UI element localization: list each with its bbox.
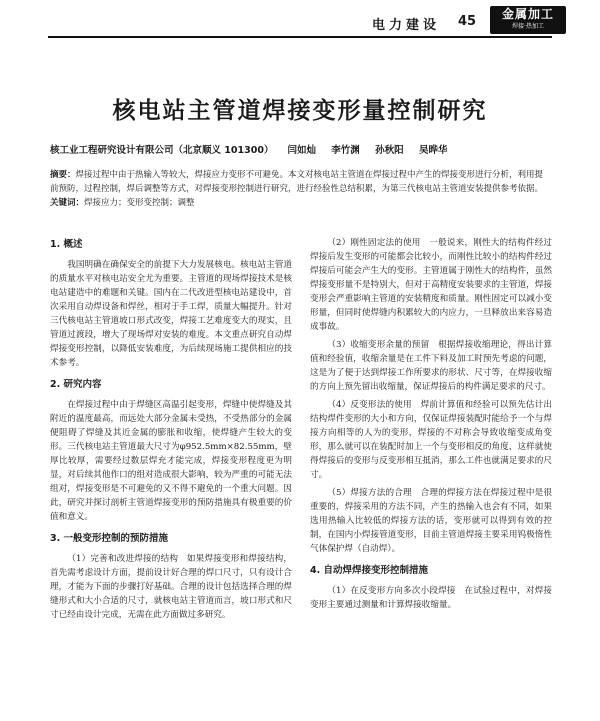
right-column [310, 236, 552, 616]
author-name: 李竹渊 [331, 145, 360, 156]
paragraph: （3）收缩变形余量的预留 根据焊接收缩理论，得出计算值和经验值，收缩余量是在工件下料及加工时预先考虑的问题，这是为了便于达到焊接工作所要求的形状、尺寸等，在焊接收缩的方向上预先留出收缩量，保证焊接后的构件满足要求的尺寸。 [310, 340, 552, 392]
abstract-label: 摘要： [50, 170, 76, 180]
affiliation: 核工业工程研究设计有限公司（北京顺义 101300） [50, 145, 274, 156]
author-name: 吴晔华 [418, 145, 448, 156]
keywords-text: 焊接应力；变形变控制；调整 [84, 198, 195, 208]
section-heading: 1. 概述 [50, 239, 83, 250]
keywords-label: 关键词： [50, 198, 85, 208]
author-name: 闫如灿 [287, 145, 316, 156]
paragraph: （4）反变形法的使用 焊前计算值和经验可以预先估计出结构焊件变形的大小和方向，仅保证焊接装配时能给予一个与焊接方向相等的人为的变形，焊接的不对称会导致收缩变成角变形，那么就可以在装配时加上一个与变形相反的角度，这样就使得焊接后的变形与反变形相互抵消，那么工件也就满足要求的尺寸。 [310, 400, 552, 480]
logo-title: 金属加工 [501, 7, 554, 21]
author-name: 孙秋阳 [375, 145, 404, 156]
paragraph: （1）完善和改进焊接的结构 如果焊接变形和焊接结构，首先需考虑设计方面，提前设计好合理的焊口尺寸，只有设计合理，才能为下面的步骤打好基础。合理的设计包括选择合理的焊缝形式和大小合适的尺寸，就核电站主管道而言，坡口形式和尺寸已经由设计完成，无需在此方面做过多研究。 [50, 554, 292, 620]
journal-logo [490, 6, 566, 34]
page-header [0, 0, 600, 40]
abstract-text: 焊接过程中由于热输入等较大，焊接应力变形不可避免。本文对核电站主管道在焊接过程中产生的焊接变形进行分析，利用提前预防，过程控制，焊后调整等方式，对焊接变形控制进行研究，进行经验性总结积累，为第三代核电站主管道安装提供参考依据。 [50, 170, 544, 194]
author-line [50, 142, 550, 156]
abstract [50, 168, 550, 196]
paragraph: （5）焊接方法的合理 合理的焊接方法在焊接过程中是很重要的，焊接采用的方法不同，产生的热输入也会有不同，如果选用热输入比较低的焊接方法的话，变形就可以得到有效的控制，在国内小焊接管道变形，目前主管道焊接主要采用钨极惰性气体保护焊（自动焊）。 [310, 488, 552, 554]
paragraph: 我国明确在确保安全的前提下大力发展核电。核电站主管道的质量水平对核电站安全尤为重要。主管道的现场焊接技术是核电站建造中的难题和关键。国内在二代改进型核电站建设中，首次采用自动焊设备和焊丝，相对于手工焊，质量大幅提升。针对三代核电站主管道坡口形式改变，焊接工艺难度变大的现实，且管道过渡段，增大了现场焊对安装的难度。本文重点研究自动焊焊接变形控制，以降低安装难度，为后续现场施工提供相应的技术参考。 [50, 260, 292, 368]
section-heading: 2. 研究内容 [50, 379, 102, 390]
journal-name: 电力建设 [372, 18, 441, 33]
section-heading: 3. 一般变形控制的预防措施 [50, 533, 169, 544]
paragraph: （2）刚性固定法的使用 一般说来，刚性大的结构件经过焊接后发生变形的可能都会比较小，而刚性比较小的结构件经过焊接后可能会产生大的变形。主管道属于刚性大的结构件，虽然焊接变形量不是特别大，但对于高精度安装要求的主管道，焊接变形会严重影响主管道的安装精度和质量。刚性固定可以减小变形量，但同时使焊缝内积累较大的内应力，一旦释放出来容易造成事故。 [310, 238, 552, 332]
abstract-block [50, 168, 550, 210]
header-divider [48, 36, 552, 38]
left-column [50, 238, 292, 626]
section-heading: 4. 自动焊焊接变形控制措施 [310, 565, 429, 576]
logo-subtitle: 焊接·热加工 [512, 23, 544, 30]
keywords [50, 196, 550, 210]
page-number: 45 [458, 14, 477, 29]
paragraph: （1）在反变形方向多次小段焊接 在试验过程中，对焊接变形主要通过测量和计算焊接收缩量。 [310, 586, 552, 610]
paragraph: 在焊接过程中由于焊缝区高温引起变形，焊缝中使焊缝及其附近的温度最高，而远处大部分金属未受热，不受热部分的金属便阻碍了焊缝及其近金属的膨胀和收缩，使焊缝产生较大的变形。三代核电站主管道最大尺寸为φ952.5mm×82.55mm，壁厚比较厚，需要经过数层焊充才能完成，焊接变形程度更为明显，对后续其他作口的组对造成很大影响，较为严重的可能无法组对，焊接变形是不可避免的又不得不避免的一个重大问题。因此，研究并探讨剖析主管道焊接变形的预防措施具有极重要的价值和意义。 [50, 400, 292, 522]
paper-title: 核电站主管道焊接变形量控制研究 [112, 98, 488, 124]
author-names [287, 142, 459, 156]
